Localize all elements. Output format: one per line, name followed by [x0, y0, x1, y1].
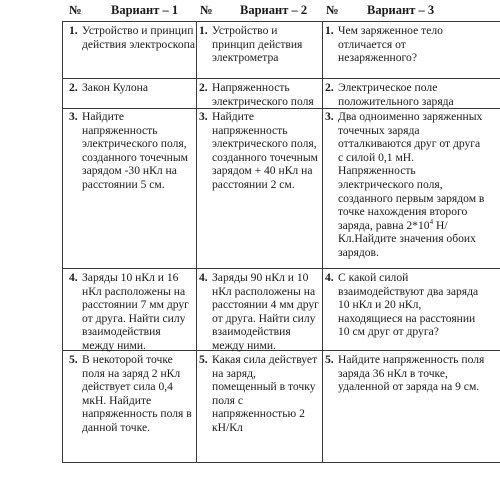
- q5-variant-2: [199, 353, 321, 435]
- header-no-2: №: [200, 3, 213, 17]
- question-text: [338, 110, 485, 260]
- question-number: 1.: [199, 24, 208, 37]
- question-number: 5.: [325, 353, 334, 366]
- q4-variant-3: [325, 271, 485, 339]
- question-text: Заряды 90 нКл и 10 нКл расположены на расстоянии 4 мм друг от друга. Найти силу взаимодействия между ними.: [212, 271, 319, 352]
- question-text: Чем заряженное тело отличается от незаряженного?: [338, 24, 443, 65]
- question-number: 2.: [199, 81, 208, 94]
- question-number: 2.: [325, 81, 334, 94]
- question-number: 1.: [325, 24, 334, 37]
- question-number: 4.: [69, 271, 78, 284]
- question-number: 3.: [325, 110, 334, 123]
- question-number: 4.: [199, 271, 208, 284]
- question-number: 4.: [325, 271, 334, 284]
- q4-variant-1: [69, 271, 195, 353]
- q3-variant-3: [325, 110, 485, 260]
- row-divider: [62, 268, 500, 269]
- column-divider: [196, 21, 197, 463]
- exponent: 4: [429, 217, 434, 226]
- question-text: Заряды 10 нКл и 16 нКл расположены на расстоянии 7 мм друг от друга. Найти силу взаимодействия между ними.: [82, 271, 189, 352]
- header-variant-1: Вариант – 1: [111, 3, 179, 17]
- header-variant-3: Вариант – 3: [367, 3, 435, 17]
- q2-variant-3: [325, 81, 485, 108]
- question-number: 5.: [69, 353, 78, 366]
- question-text: Устройство и принцип действия электрометра: [212, 24, 303, 65]
- question-number: 3.: [199, 110, 208, 123]
- question-text: Устройство и принцип действия электроскопа: [82, 24, 195, 51]
- question-number: 2.: [69, 81, 78, 94]
- question-text: Закон Кулона: [82, 81, 148, 94]
- column-divider: [62, 21, 63, 463]
- question-text: Какая сила действует на заряд, помещенный в точку поля с напряженностью 2 кН/Кл: [212, 353, 318, 434]
- row-divider: [62, 78, 500, 79]
- question-text-main: Два одноименно заряженных точечных заряда отталкиваются друг от друга с силой 0,1 мН. Напряженность электрического поля, созданного первым зарядом в точке нахождения второго заряда, равна 2*10: [338, 110, 485, 232]
- q5-variant-1: [69, 353, 195, 435]
- row-divider: [62, 462, 500, 463]
- q4-variant-2: [199, 271, 321, 353]
- question-text: Электрическое поле положительного заряда: [338, 81, 454, 108]
- question-text: Напряженность электрического поля: [212, 81, 314, 108]
- column-divider: [322, 21, 323, 463]
- q2-variant-1: [69, 81, 195, 95]
- question-number: 1.: [69, 24, 78, 37]
- header-no: №: [69, 3, 82, 17]
- question-number: 5.: [199, 353, 208, 366]
- q1-variant-1: [69, 24, 195, 51]
- q1-variant-3: [325, 24, 485, 65]
- question-text: Найдите напряженность электрического поля, созданного точечным зарядом -30 нКл на расстоянии 5 см.: [82, 110, 188, 191]
- question-text-tail: Н/Кл.Найдите значения обоих зарядов.: [338, 218, 476, 259]
- question-number: 3.: [69, 110, 78, 123]
- row-divider: [62, 21, 500, 22]
- q2-variant-2: [199, 81, 321, 108]
- question-text: Найдите напряженность поля заряда 36 нКл в точке, удаленной от заряда на 9 см.: [338, 353, 485, 394]
- q5-variant-3: [325, 353, 485, 394]
- question-text: С какой силой взаимодействуют два заряда 10 нКл и 20 нКл, находящиеся на расстоянии 10 см друг от друга?: [338, 271, 479, 339]
- q3-variant-1: [69, 110, 195, 192]
- q3-variant-2: [199, 110, 321, 192]
- question-text: В некоторой точке поля на заряд 2 нКл действует сила 0,4 мкН. Найдите напряженность поля в данной точке.: [82, 353, 192, 434]
- header-no-3: №: [326, 3, 339, 17]
- q1-variant-2: [199, 24, 321, 65]
- header-variant-2: Вариант – 2: [240, 3, 308, 17]
- question-text: Найдите напряженность электрического поля, созданного точечным зарядом + 40 нКл на расстоянии 2 см.: [212, 110, 318, 191]
